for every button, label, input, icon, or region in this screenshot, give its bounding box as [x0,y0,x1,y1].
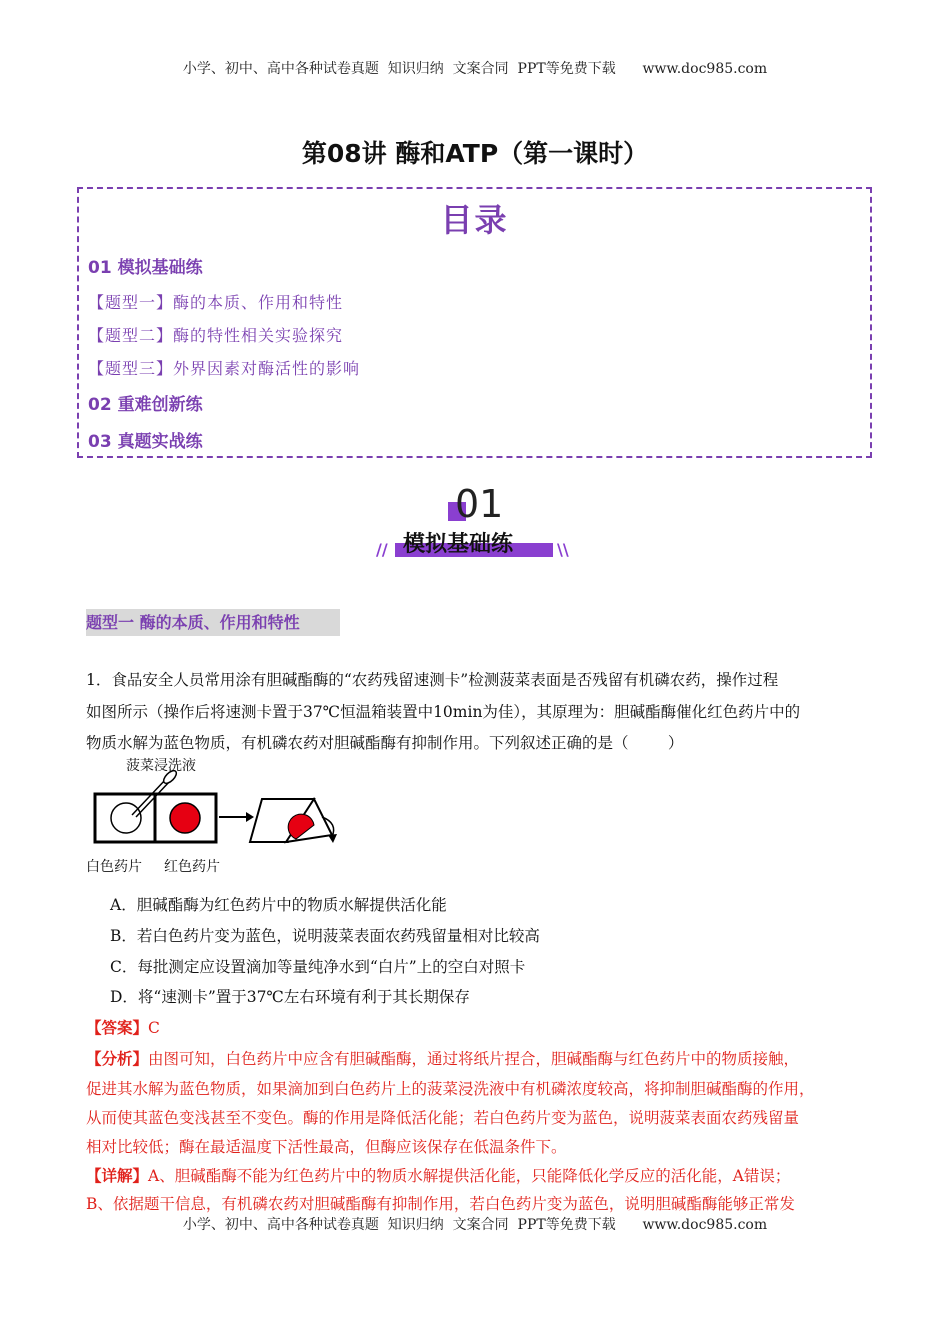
toc-item-section-02[interactable]: 02 重难创新练 [88,395,203,415]
dropper-tube [132,779,166,815]
section-number: 01 [455,482,504,526]
table-of-contents [77,187,872,458]
question-type-heading: 题型一 酶的本质、作用和特性 [86,609,340,636]
fold-direction-arrow-head [328,834,337,843]
question-text-line-1: 1．食品安全人员常用涂有胆碱酯酶的“农药残留速测卡”检测菠菜表面是否残留有机磷农药，操作过程 [86,671,779,689]
dropper-tube-edge [136,781,170,817]
detail-text-2: B、依据题干信息，有机磷农药对胆碱酯酶有抑制作用，若白色药片变为蓝色，说明胆碱酯酶能够正常发 [86,1195,795,1213]
section-title: 模拟基础练 [403,532,514,557]
left-slash-decoration: // [376,540,388,559]
detail-text-1: A、胆碱酯酶不能为红色药片中的物质水解提供活化能，只能降低化学反应的活化能，A错误； [148,1167,791,1185]
analysis-line-1 [86,1047,799,1069]
analysis-text-4: 相对比较低；酶在最适温度下活性最高，但酶应该保存在低温条件下。 [86,1138,567,1156]
analysis-label: 【分析】 [86,1049,149,1068]
toc-item-type-3[interactable]: 【题型三】外界因素对酶活性的影响 [88,359,361,378]
option-b[interactable]: B．若白色药片变为蓝色，说明菠菜表面农药残留量相对比较高 [110,927,540,945]
toc-item-type-1[interactable]: 【题型一】酶的本质、作用和特性 [88,293,344,312]
figure-label-white-tablet: 白色药片 [86,859,142,875]
option-d[interactable]: D．将“速测卡”置于37℃左右环境有利于其长期保存 [110,988,470,1006]
page-header: 小学、初中、高中各种试卷真题 知识归纳 文案合同 PPT等免费下载 www.doc985.com [182,61,768,77]
option-c[interactable]: C．每批测定应设置滴加等量纯净水到“白片”上的空白对照卡 [110,958,526,976]
answer-value: C [148,1019,160,1037]
toc-item-section-01[interactable]: 01 模拟基础练 [88,258,203,278]
analysis-text-1: 由图可知，白色药片中应含有胆碱酯酶，通过将纸片捏合，胆碱酯酶与红色药片中的物质接触， [148,1050,800,1068]
figure-label-wash-liquid: 菠菜浸洗液 [126,758,196,774]
speed-test-card-figure [86,757,386,877]
detail-line-1 [86,1164,790,1186]
right-slash-decoration: \\ [557,540,569,559]
toc-item-type-2[interactable]: 【题型二】酶的特性相关实验探究 [88,326,344,345]
toc-heading: 目录 [440,201,509,239]
toc-item-section-03[interactable]: 03 真题实战练 [88,432,203,452]
analysis-text-3: 从而使其蓝色变浅甚至不变色。酶的作用是降低活化能；若白色药片变为蓝色，说明菠菜表面农药残留量 [86,1109,800,1127]
analysis-text-2: 促进其水解为蓝色物质，如果滴加到白色药片上的菠菜浸洗液中有机磷浓度较高，将抑制胆碱酯酶的作用， [86,1080,815,1098]
figure-label-red-tablet: 红色药片 [164,859,220,875]
question-text-line-3: 物质水解为蓝色物质，有机磷农药对胆碱酯酶有抑制作用。下列叙述正确的是（ ） [86,734,684,752]
page-footer: 小学、初中、高中各种试卷真题 知识归纳 文案合同 PPT等免费下载 www.doc985.com [182,1217,768,1233]
red-tablet [170,803,200,833]
answer-line [86,1016,160,1038]
page-title: 第08讲 酶和ATP（第一课时） [301,139,649,168]
white-tablet [111,803,141,833]
process-arrow-head [246,812,254,822]
detail-label: 【详解】 [86,1166,149,1185]
option-a[interactable]: A．胆碱酯酶为红色药片中的物质水解提供活化能 [110,896,447,914]
answer-label: 【答案】 [86,1018,149,1037]
question-text-line-2: 如图所示（操作后将速测卡置于37℃恒温箱装置中10min为佳），其原理为：胆碱酯酶催化红色药片中的 [86,703,801,721]
